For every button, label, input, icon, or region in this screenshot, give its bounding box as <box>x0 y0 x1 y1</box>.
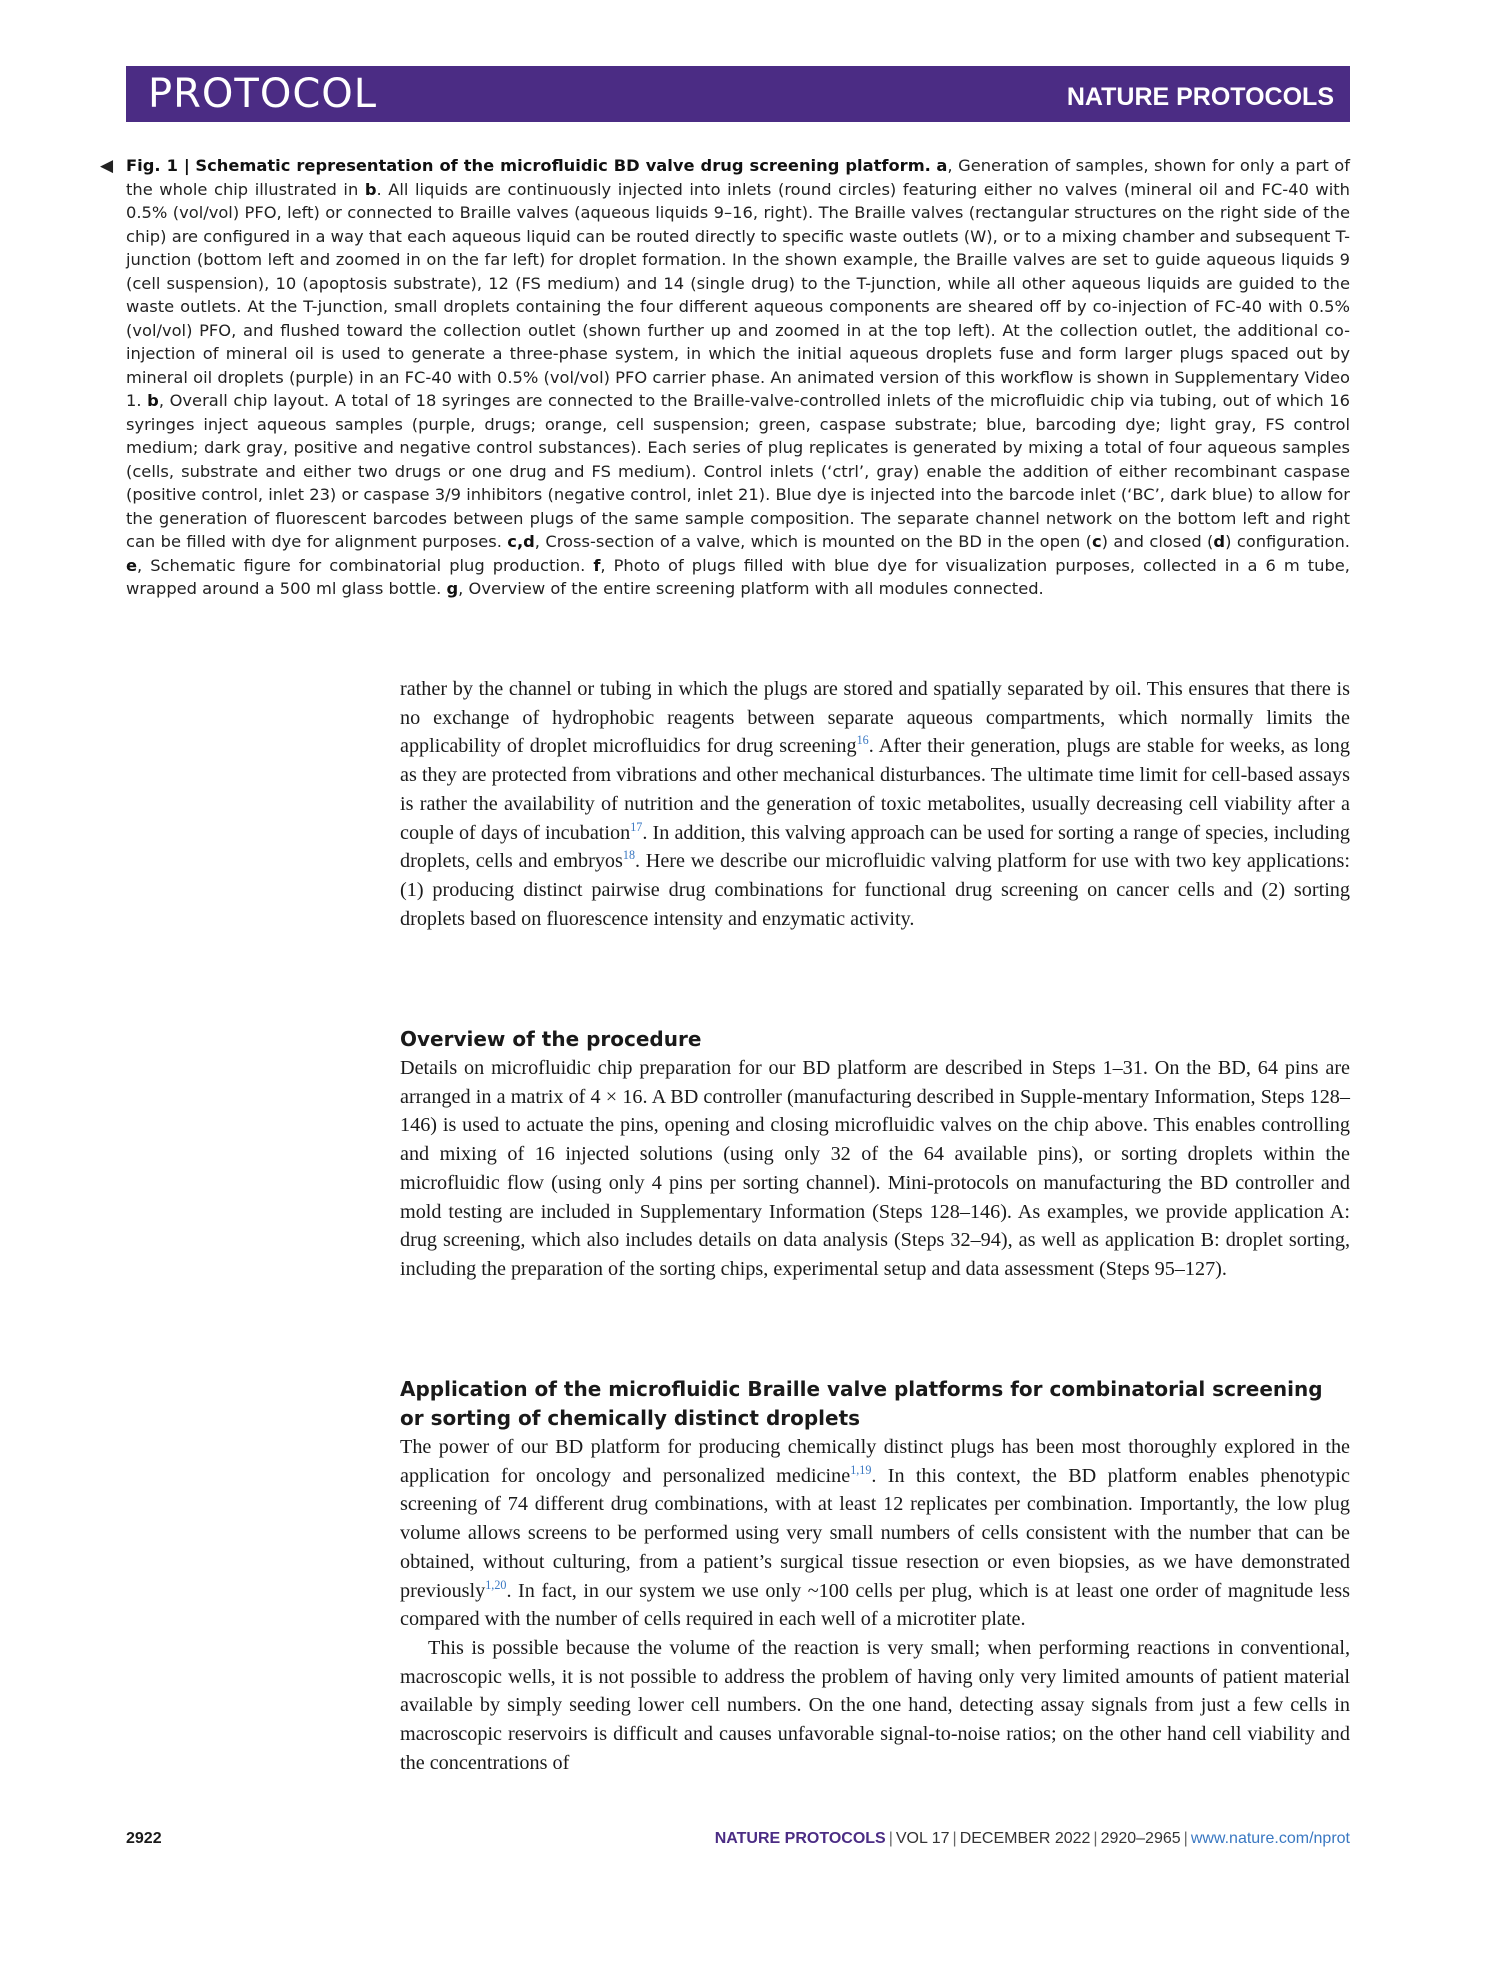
footer-journal: NATURE PROTOCOLS <box>714 1830 886 1847</box>
caption-label: Fig. 1 | <box>126 156 190 175</box>
body-text: Details on microfluidic chip preparation for our BD platform are described in Steps 1–31. On the BD, 64 pins are arranged in a matrix of 4 × 16. A BD controller (manufacturing described in Supple-mentary Information, Steps 128–146) is used to actuate the pins, opening and closing microfluidic valves on the chip above. This enables controlling and mixing of 16 injected solutions (using only 32 of the 64 available pins), or sorting droplets within the microfluidic flow (using only 4 pins per sorting channel). Mini-protocols on manufacturing the BD controller and mold testing are included in Supplementary Information (Steps 128–146). As examples, we provide application A: drug screening, which also includes details on data analysis (Steps 32–94), as well as application B: droplet sorting, including the preparation of the sorting chips, experimental setup and data assessment (Steps 95–127). <box>400 1057 1350 1280</box>
footer-pages: 2920–2965 <box>1100 1830 1181 1847</box>
caption-part-text: , Overall chip layout. A total of 18 syringes are connected to the Braille-valve-controlled inlets of the microfluidic chip via tubing, out of which 16 syringes inject aqueous samples (purple, drugs; orange, cell suspension; green, caspase substrate; blue, barcoding dye; light gray, FS control medium; dark gray, positive and negative control substances). Each series of plug replicates is generated by mixing a total of four aqueous samples (cells, substrate and either two drugs or one drug and FS medium). Control inlets (‘ctrl’, gray) enable the addition of either recombinant caspase (positive control, inlet 23) or caspase 3/9 inhibitors (negative control, inlet 21). Blue dye is injected into the barcode inlet (‘BC’, dark blue) to allow for the generation of fluorescent barcodes between plugs of the same sample composition. The separate channel network on the bottom left and right can be filled with dye for alignment purposes. <box>126 391 1351 551</box>
caption-part-letter: b <box>147 391 159 410</box>
application-heading: Application of the microfluidic Braille valve platforms for combinatorial screening or sorting of chemically distinct droplets <box>400 1377 1323 1430</box>
caption-part-letter: c,d <box>507 532 535 551</box>
footer-volume: VOL 17 <box>895 1830 950 1847</box>
caption-part-text: , Cross-section of a valve, which is mounted on the BD in the open ( <box>534 532 1092 551</box>
body-text: The power of our BD platform for producing chemically distinct plugs has been most thoroughly explored in the application for oncology and personalized medicine <box>400 1436 1350 1487</box>
caption-part-letter: f <box>593 555 601 575</box>
body-text: This is possible because the volume of the reaction is very small; when performing reactions in conventional, macroscopic wells, it is not possible to address the problem of having only very limited amounts of patient material available by simply seeding lower cell numbers. On the one hand, detecting assay signals from just a few cells in macroscopic reservoirs is difficult and causes unfavorable signal-to-noise ratios; on the other hand cell viability and the concentrations of <box>400 1636 1350 1774</box>
caption-part-text: , Generation of samples, shown for only a part of the whole chip illustrated in <box>126 156 1350 199</box>
footer-separator: | <box>888 1830 893 1847</box>
overview-paragraph <box>400 1054 1350 1284</box>
page-number: 2922 <box>126 1830 162 1847</box>
intro-paragraph <box>400 675 1350 933</box>
body-text: . In addition, this valving approach can be used for sorting a range of species, including droplets, cells and embryos <box>400 821 1350 873</box>
reference-link[interactable]: 1,20 <box>485 1577 507 1592</box>
figure-caption <box>100 154 1351 601</box>
body-text: . In this context, the BD platform enables phenotypic screening of 74 different drug combinations, with at least 12 replicates per combination. Importantly, the low plug volume allows screens to be performed using very small numbers of cells consistent with the number that can be obtained, without culturing, from a patient’s surgical tissue resection or even biopsies, as we have demonstrated previously <box>400 1464 1351 1602</box>
footer-date: DECEMBER 2022 <box>959 1830 1091 1847</box>
application-paragraphs <box>400 1433 1350 1777</box>
footer-separator: | <box>1093 1830 1098 1847</box>
caption-arrow-icon[interactable]: ◀ <box>100 156 114 176</box>
section-label: PROTOCOL <box>148 71 378 117</box>
reference-link[interactable]: 17 <box>630 819 643 834</box>
body-text: . After their generation, plugs are stable for weeks, as long as they are protected from vibrations and other mechanical disturbances. The ultimate time limit for cell-based assays is rather the availability of nutrition and the generation of toxic metabolites, usually decreasing cell viability after a couple of days of incubation <box>400 735 1350 844</box>
reference-link[interactable]: 1,19 <box>850 1462 872 1477</box>
caption-part-text: ) and closed ( <box>1101 532 1214 551</box>
caption-part-text: , Schematic figure for combinatorial plug production. <box>137 555 594 575</box>
footer-separator: | <box>1183 1830 1188 1847</box>
caption-part-text: ) configuration. <box>1225 532 1350 551</box>
caption-part-letter: a <box>936 156 948 175</box>
caption-part-letter: g <box>446 579 459 598</box>
caption-part-text: , Photo of plugs filled with blue dye for visualization purposes, collected in a 6 m tube, wrapped around a 500 ml glass bottle. <box>126 555 1350 598</box>
footer-url-link[interactable]: www.nature.com/nprot <box>1190 1830 1350 1847</box>
caption-part-letter: e <box>126 555 138 575</box>
page-header <box>126 66 1350 122</box>
body-text: rather by the channel or tubing in which the plugs are stored and spatially separated by oil. This ensures that there is no exchange of hydrophobic reagents between separate aqueous compartments, which normally limits the applicability of droplet microfluidics for drug screening <box>400 678 1350 758</box>
caption-part-letter: b <box>364 179 377 199</box>
page-footer <box>715 1830 1350 1848</box>
caption-title: Schematic representation of the microfluidic BD valve drug screening platform. <box>195 156 931 175</box>
caption-part-letter: d <box>1213 532 1226 551</box>
reference-link[interactable]: 16 <box>856 733 869 748</box>
footer-separator: | <box>952 1830 957 1847</box>
body-text: . In fact, in our system we use only ~100 cells per plug, which is at least one order of magnitude less compared with the number of cells required in each well of a microtiter plate. <box>400 1579 1350 1631</box>
reference-link[interactable]: 18 <box>622 848 635 863</box>
caption-part-letter: c <box>1092 532 1102 551</box>
overview-heading: Overview of the procedure <box>400 1027 702 1051</box>
caption-part-text: . All liquids are continuously injected into inlets (round circles) featuring either no valves (mineral oil and FC-40 with 0.5% (vol/vol) PFO, left) or connected to Braille valves (aqueous liquids 9–16, right). The Braille valves (rectangular structures on the right side of the chip) are configured in a way that each aqueous liquid can be routed directly to specific waste outlets (W), or to a mixing chamber and subsequent T-junction (bottom left and zoomed in on the far left) for droplet formation. In the shown example, the Braille valves are set to guide aqueous liquids 9 (cell suspension), 10 (apoptosis substrate), 12 (FS medium) and 14 (single drug) to the T-junction, while all other aqueous liquids are guided to the waste outlets. At the T-junction, small droplets containing the four different aqueous components are sheared off by co-injection of FC-40 with 0.5% (vol/vol) PFO, and flushed toward the collection outlet (shown further up and zoomed in at the top left). At the collection outlet, the additional co-injection of mineral oil is used to generate a three-phase system, in which the initial aqueous droplets fuse and form larger plugs spaced out by mineral oil droplets (purple) in an FC-40 with 0.5% (vol/vol) PFO carrier phase. An animated version of this workflow is shown in Supplementary Video 1. <box>126 179 1350 410</box>
journal-name: NATURE PROTOCOLS <box>1066 83 1334 111</box>
caption-part-text: , Overview of the entire screening platform with all modules connected. <box>458 579 1044 598</box>
body-text: . Here we describe our microfluidic valving platform for use with two key applications: (1) producing distinct pairwise drug combinations for functional drug screening on cancer cells and (2) sorting droplets based on fluorescence intensity and enzymatic activity. <box>400 850 1351 930</box>
